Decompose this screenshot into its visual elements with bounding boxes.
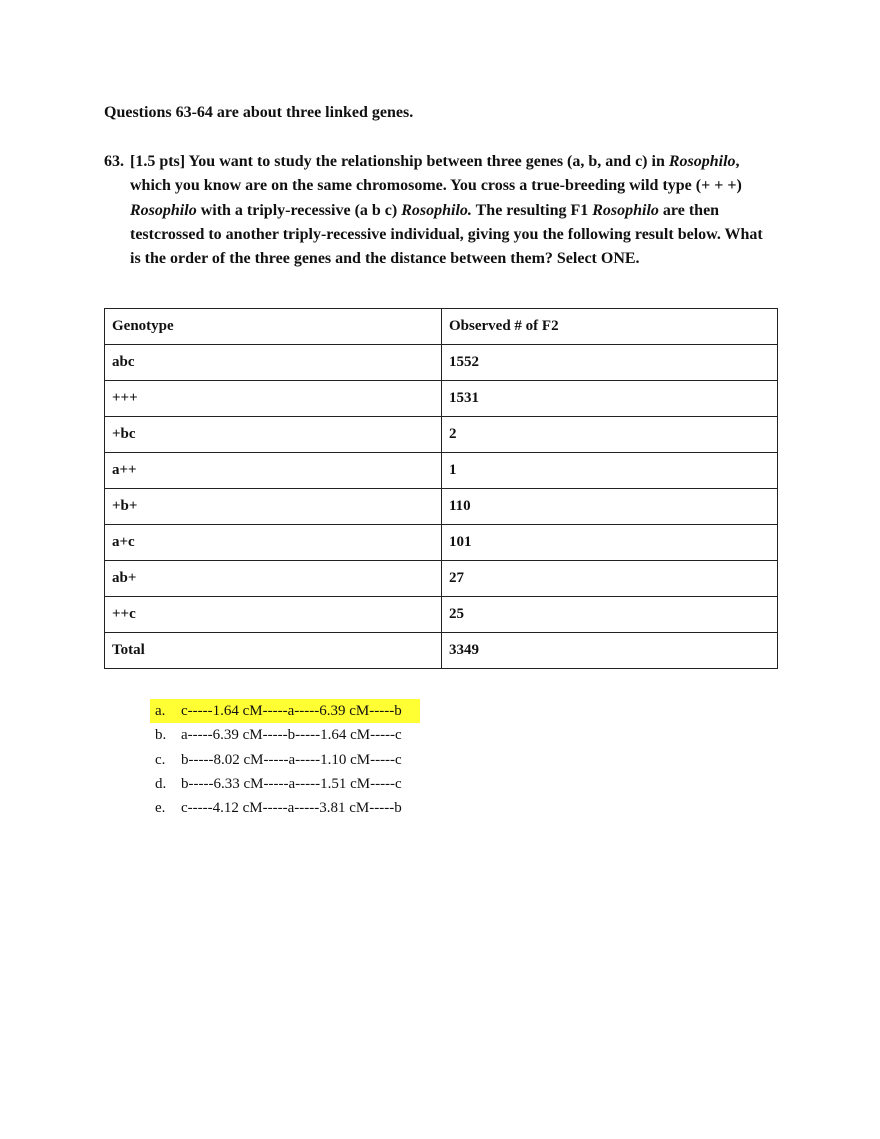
genotype-cell: ab+ — [105, 561, 442, 597]
question-text — [104, 150, 764, 271]
answer-option[interactable] — [150, 723, 420, 747]
answer-option[interactable] — [150, 748, 420, 772]
observed-cell: 2 — [442, 417, 778, 453]
genotype-cell: Total — [105, 633, 442, 669]
genotype-cell: abc — [105, 345, 442, 381]
table-row — [105, 489, 778, 525]
genotype-cell: +bc — [105, 417, 442, 453]
species-name: Rosophilo. — [401, 201, 472, 219]
option-text: c-----1.64 cM-----a-----6.39 cM-----b — [181, 703, 402, 719]
option-text: c-----4.12 cM-----a-----3.81 cM-----b — [181, 800, 402, 817]
observed-cell: 1552 — [442, 345, 778, 381]
answer-option[interactable] — [150, 796, 420, 820]
option-label: a. — [155, 703, 166, 719]
genotype-cell: a++ — [105, 453, 442, 489]
table-row — [105, 525, 778, 561]
text-run: , which you know are on the same chromosome. You cross a true-breeding wild type (+ + +) — [130, 153, 742, 195]
header-observed: Observed # of F2 — [442, 309, 778, 345]
results-table — [104, 308, 778, 669]
observed-cell: 25 — [442, 597, 778, 633]
table-header-row — [105, 309, 778, 345]
question-63 — [104, 150, 764, 271]
option-label: e. — [155, 800, 166, 817]
question-number: 63. — [104, 153, 124, 170]
observed-cell: 3349 — [442, 633, 778, 669]
genotype-cell: +b+ — [105, 489, 442, 525]
section-intro: Questions 63-64 are about three linked genes. — [104, 104, 414, 121]
option-label: c. — [155, 751, 166, 768]
table-row — [105, 633, 778, 669]
observed-cell: 27 — [442, 561, 778, 597]
table-row — [105, 453, 778, 489]
text-run: The resulting F1 — [471, 201, 593, 219]
text-run: with a triply-recessive (a b c) — [196, 201, 402, 219]
answer-options — [150, 699, 420, 820]
answer-option[interactable] — [150, 772, 420, 796]
option-text: b-----6.33 cM-----a-----1.51 cM-----c — [181, 775, 402, 792]
species-name: Rosophilo — [668, 153, 736, 170]
text-run: [1.5 pts] You want to study the relationship between three genes (a, b, and c) in — [130, 153, 669, 170]
observed-cell: 101 — [442, 525, 778, 561]
observed-cell: 1531 — [442, 381, 778, 417]
table-row — [105, 561, 778, 597]
option-label: b. — [155, 727, 167, 744]
table-row — [105, 597, 778, 633]
observed-cell: 1 — [442, 453, 778, 489]
header-genotype: Genotype — [105, 309, 442, 345]
table-row — [105, 345, 778, 381]
genotype-cell: +++ — [105, 381, 442, 417]
species-name: Rosophilo — [592, 201, 659, 219]
text-run: are then testcrossed to another triply-recessive individual, giving you the following result below. What is the order of the three genes and the distance between them? Select ONE. — [130, 201, 763, 268]
table-row — [105, 417, 778, 453]
species-name: Rosophilo — [130, 201, 197, 219]
option-text: b-----8.02 cM-----a-----1.10 cM-----c — [181, 751, 402, 768]
option-text: a-----6.39 cM-----b-----1.64 cM-----c — [181, 727, 402, 744]
table-row — [105, 381, 778, 417]
observed-cell: 110 — [442, 489, 778, 525]
genotype-cell: ++c — [105, 597, 442, 633]
option-label: d. — [155, 775, 167, 792]
genotype-cell: a+c — [105, 525, 442, 561]
answer-option[interactable] — [150, 699, 420, 723]
